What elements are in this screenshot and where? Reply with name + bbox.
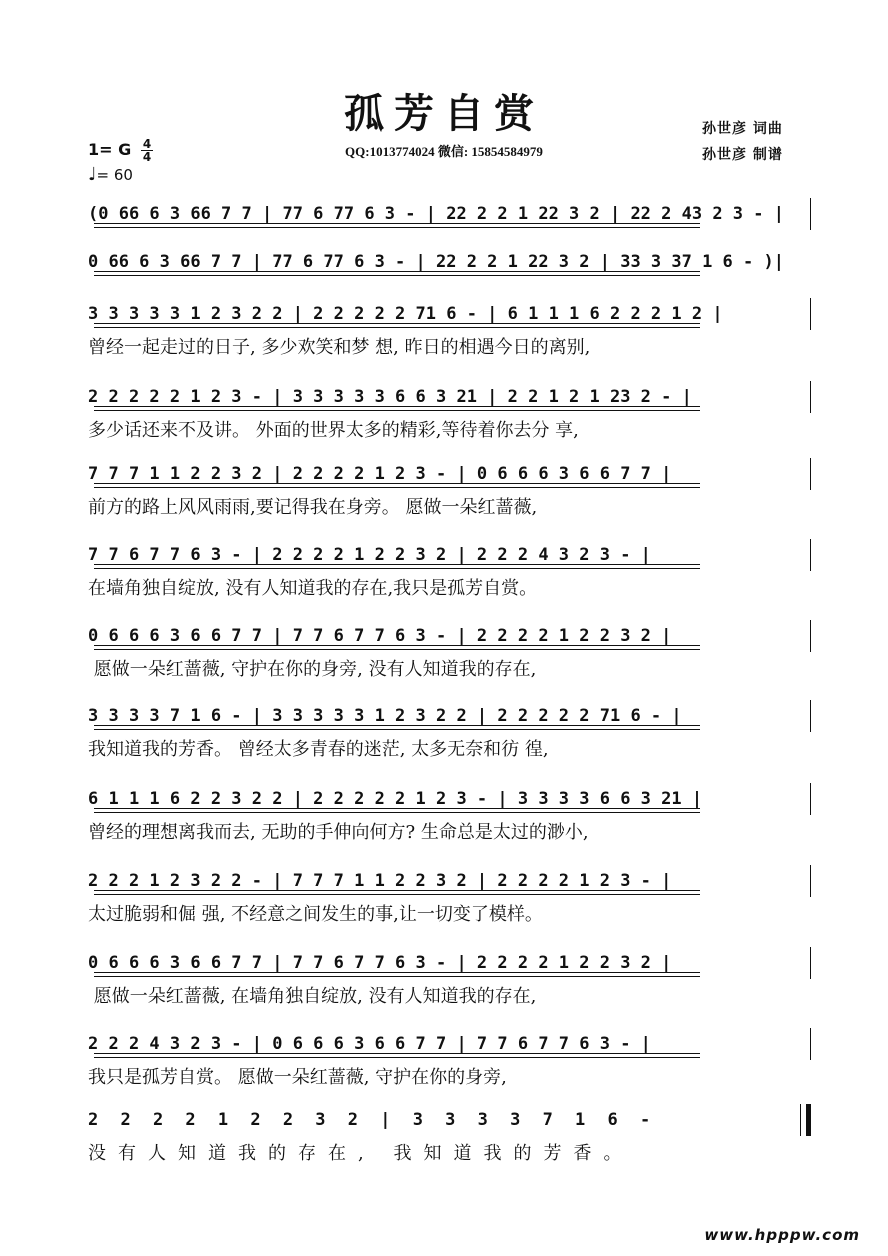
- barline: [810, 298, 811, 330]
- notes-line: 2 2 2 2 2 1 2 3 - | 3 3 3 3 3 6 6 3 21 | 2 2 1 2 1 23 2 - |: [88, 387, 692, 407]
- rhythm-underline: [94, 227, 700, 228]
- time-signature-bottom: 4: [142, 150, 152, 164]
- rhythm-underline: [94, 327, 700, 328]
- rhythm-underline: [94, 649, 700, 650]
- time-signature-top: 4: [142, 137, 152, 151]
- watermark: www.hpppw.com: [704, 1226, 860, 1244]
- barline: [810, 198, 811, 230]
- notes-line: 2 2 2 4 3 2 3 - | 0 6 6 6 3 6 6 7 7 | 7 7 6 7 7 6 3 - |: [88, 1034, 651, 1054]
- notes-line: 0 6 6 6 3 6 6 7 7 | 7 7 6 7 7 6 3 - | 2 2 2 2 1 2 2 3 2 |: [88, 953, 672, 973]
- notes-line: (0 66 6 3 66 7 7 | 77 6 77 6 3 - | 22 2 2 1 22 3 2 | 22 2 43 2 3 - |: [88, 204, 784, 224]
- contact-info: QQ:1013774024 微信: 15854584979: [345, 144, 543, 159]
- score-system: [88, 787, 810, 857]
- score-system: [88, 385, 810, 455]
- lyrics-line: 我知道我的芳香。 曾经太多青春的迷茫, 太多无奈和彷 徨,: [88, 739, 549, 760]
- rhythm-underline: [94, 729, 700, 730]
- lyrics-line: 没有人知道我的存在, 我知道我的芳香。: [88, 1143, 634, 1164]
- lyrics-line: 多少话还来不及讲。 外面的世界太多的精彩,等待着你去分 享,: [88, 420, 579, 441]
- notes-line: 2 2 2 1 2 3 2 2 - | 7 7 7 1 1 2 2 3 2 | 2 2 2 2 1 2 3 - |: [88, 871, 672, 891]
- notes-line: 2 2 2 2 1 2 2 3 2 | 3 3 3 3 7 1 6 -: [88, 1110, 657, 1130]
- credit-lyrics-music: 孙世彦 词曲: [702, 121, 783, 137]
- score-system: [88, 704, 810, 774]
- barline: [810, 539, 811, 571]
- barline: [810, 458, 811, 490]
- notes-line: 3 3 3 3 7 1 6 - | 3 3 3 3 3 1 2 3 2 2 | 2 2 2 2 2 71 6 - |: [88, 706, 682, 726]
- rhythm-underline: [94, 1057, 700, 1058]
- score-system: [88, 1108, 810, 1178]
- rhythm-underline: [94, 568, 700, 569]
- rhythm-underline: [94, 894, 700, 895]
- tempo-value: = 60: [96, 166, 133, 184]
- credit-notation: 孙世彦 制谱: [702, 147, 783, 163]
- barline: [810, 620, 811, 652]
- score-system: [88, 302, 810, 372]
- lyrics-line: 我只是孤芳自赏。 愿做一朵红蔷薇, 守护在你的身旁,: [88, 1067, 507, 1088]
- lyrics-line: 愿做一朵红蔷薇, 在墙角独自绽放, 没有人知道我的存在,: [88, 986, 537, 1007]
- rhythm-underline: [94, 1053, 700, 1054]
- notes-line: 0 66 6 3 66 7 7 | 77 6 77 6 3 - | 22 2 2 1 22 3 2 | 33 3 37 1 6 - )|: [88, 252, 784, 272]
- lyrics-line: 太过脆弱和倔 强, 不经意之间发生的事,让一切变了模样。: [88, 904, 543, 925]
- lyrics-line: 曾经一起走过的日子, 多少欢笑和梦 想, 昨日的相遇今日的离别,: [88, 337, 591, 358]
- lyrics-line: 愿做一朵红蔷薇, 守护在你的身旁, 没有人知道我的存在,: [88, 659, 537, 680]
- rhythm-underline: [94, 410, 700, 411]
- rhythm-underline: [94, 406, 700, 407]
- rhythm-underline: [94, 271, 700, 272]
- barline: [810, 1028, 811, 1060]
- lyrics-line: 前方的路上风风雨雨,要记得我在身旁。 愿做一朵红蔷薇,: [88, 497, 538, 518]
- notes-line: 0 6 6 6 3 6 6 7 7 | 7 7 6 7 7 6 3 - | 2 2 2 2 1 2 2 3 2 |: [88, 626, 672, 646]
- rhythm-underline: [94, 725, 700, 726]
- barline: [810, 947, 811, 979]
- score-system: [88, 543, 810, 613]
- final-barline: [800, 1104, 811, 1136]
- rhythm-underline: [94, 483, 700, 484]
- rhythm-underline: [94, 890, 700, 891]
- notes-line: 6 1 1 1 6 2 2 3 2 2 | 2 2 2 2 2 1 2 3 - | 3 3 3 3 6 6 3 21 |: [88, 789, 703, 809]
- rhythm-underline: [94, 645, 700, 646]
- barline: [810, 865, 811, 897]
- rhythm-underline: [94, 972, 700, 973]
- time-signature: [141, 138, 153, 163]
- song-title: 孤芳自赏: [344, 90, 544, 137]
- score-system: [88, 951, 810, 1021]
- notes-line: 3 3 3 3 3 1 2 3 2 2 | 2 2 2 2 2 71 6 - | 6 1 1 1 6 2 2 2 1 2 |: [88, 304, 723, 324]
- rhythm-underline: [94, 323, 700, 324]
- score-system: [88, 1032, 810, 1102]
- barline: [810, 700, 811, 732]
- rhythm-underline: [94, 812, 700, 813]
- lyrics-line: 在墙角独自绽放, 没有人知道我的存在,我只是孤芳自赏。: [88, 578, 538, 599]
- lyrics-line: 曾经的理想离我而去, 无助的手伸向何方? 生命总是太过的渺小,: [88, 822, 589, 843]
- score-system: [88, 462, 810, 532]
- tempo-marking: [88, 164, 133, 185]
- barline: [810, 783, 811, 815]
- score-system: [88, 869, 810, 939]
- score-system: [88, 624, 810, 694]
- rhythm-underline: [94, 223, 700, 224]
- rhythm-underline: [94, 275, 700, 276]
- rhythm-underline: [94, 808, 700, 809]
- key-signature: 1= G: [88, 140, 132, 159]
- rhythm-underline: [94, 976, 700, 977]
- notes-line: 7 7 7 1 1 2 2 3 2 | 2 2 2 2 1 2 3 - | 0 6 6 6 3 6 6 7 7 |: [88, 464, 672, 484]
- quarter-note-icon: ♩: [88, 164, 97, 185]
- rhythm-underline: [94, 564, 700, 565]
- barline: [810, 381, 811, 413]
- rhythm-underline: [94, 487, 700, 488]
- notes-line: 7 7 6 7 7 6 3 - | 2 2 2 2 1 2 2 3 2 | 2 2 2 4 3 2 3 - |: [88, 545, 651, 565]
